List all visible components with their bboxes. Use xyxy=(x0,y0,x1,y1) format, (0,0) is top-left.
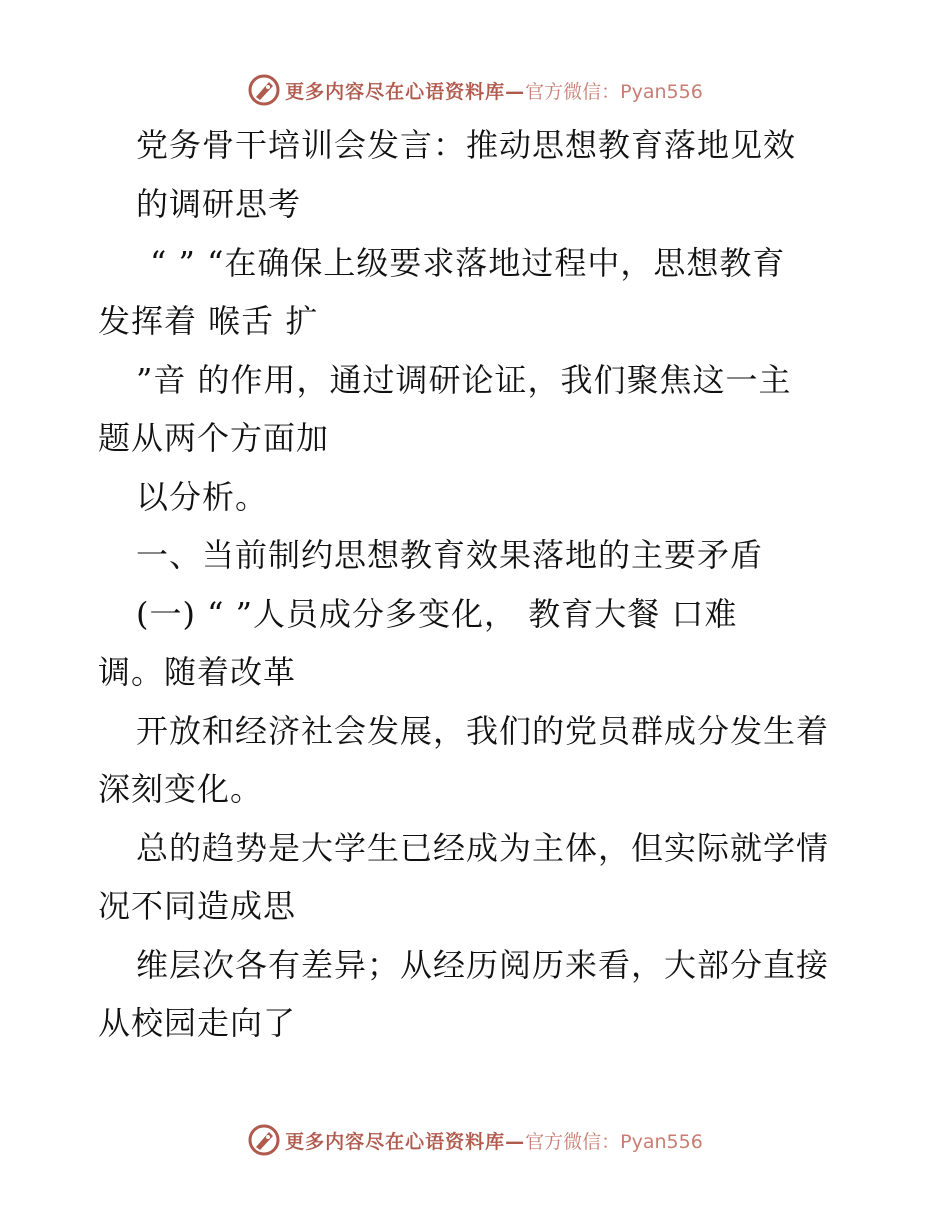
doc-title-line2: 的调研思考 xyxy=(136,185,302,223)
paragraph-line: 深刻变化。 xyxy=(98,770,264,808)
watermark-banner-top xyxy=(0,70,950,110)
paragraph-line: 开放和经济社会发展，我们的党员群成分发生着 xyxy=(136,712,830,750)
subsection-heading: (一) “ ”人员成分多变化， 教育大餐 口难 xyxy=(136,595,738,633)
paragraph-line: 发挥着 喉舌 扩 xyxy=(98,302,319,340)
paragraph-line: 题从两个方面加 xyxy=(98,419,330,457)
paragraph-line: 从校园走向了 xyxy=(98,1004,297,1042)
watermark-wechat: 官方微信：Pyan556 xyxy=(525,80,703,103)
pen-nib-logo-icon xyxy=(247,73,281,107)
pen-nib-logo-icon xyxy=(247,1123,281,1157)
paragraph-line: 况不同造成思 xyxy=(98,887,297,925)
watermark-banner-bottom xyxy=(0,1120,950,1160)
watermark-brand: 更多内容尽在心语资料库— xyxy=(285,1130,526,1153)
paragraph-line: “ ” “在确保上级要求落地过程中，思想教育 xyxy=(150,244,786,282)
paragraph-line: 以分析。 xyxy=(136,478,269,516)
paragraph-line: 调。随着改革 xyxy=(98,653,297,691)
section-heading: 一、当前制约思想教育效果落地的主要矛盾 xyxy=(136,536,764,574)
paragraph-line: 总的趋势是大学生已经成为主体，但实际就学情 xyxy=(136,829,830,867)
paragraph-line: ”音 的作用，通过调研论证，我们聚焦这一主 xyxy=(136,361,792,399)
watermark-brand: 更多内容尽在心语资料库— xyxy=(285,80,526,103)
doc-title-line1: 党务骨干培训会发言：推动思想教育落地见效 xyxy=(136,126,797,164)
watermark-wechat: 官方微信：Pyan556 xyxy=(525,1130,703,1153)
paragraph-line: 维层次各有差异；从经历阅历来看，大部分直接 xyxy=(136,946,830,984)
